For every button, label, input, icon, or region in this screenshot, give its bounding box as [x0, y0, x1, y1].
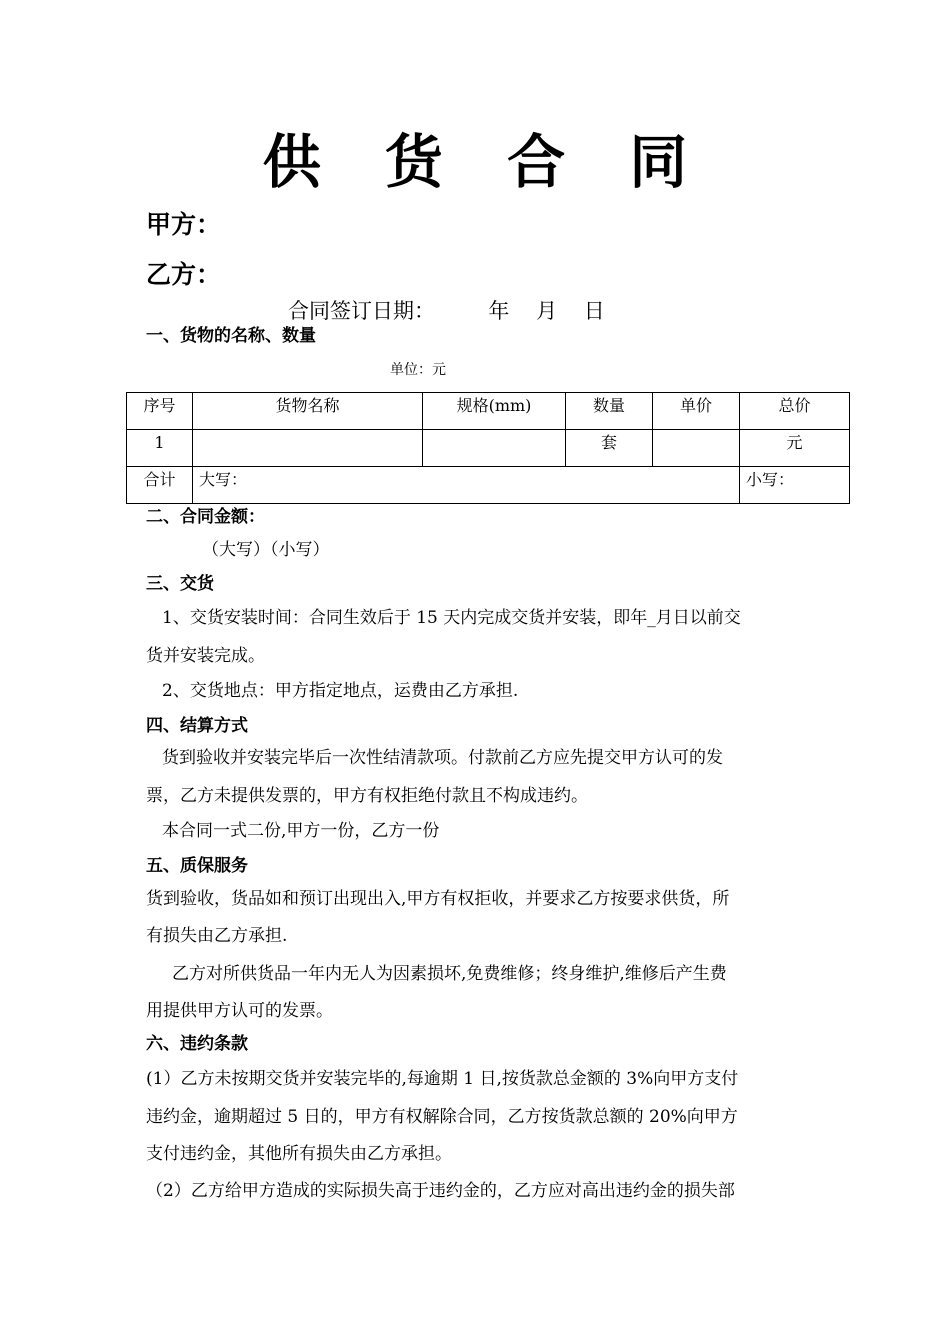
section6-p2-line1: （2）乙方给甲方造成的实际损失高于违约金的，乙方应对高出违约金的损失部: [146, 1181, 735, 1201]
goods-table: [126, 392, 850, 504]
party-b-label: 乙方：: [146, 260, 222, 289]
unit-note: 单位：元: [390, 362, 446, 378]
section4-p1-line1: 货到验收并安装完毕后一次性结清款项。付款前乙方应先提交甲方认可的发: [162, 748, 723, 768]
section3-heading: 三、交货: [146, 574, 214, 594]
table-cell: 套: [566, 430, 653, 467]
table-header-row: [127, 393, 850, 430]
document-title: 供 货 合 同: [262, 128, 710, 196]
header-cell: 单价: [653, 393, 740, 430]
section4-heading: 四、结算方式: [146, 716, 248, 736]
table-cell: 元: [740, 430, 850, 467]
section4-p2: 本合同一式二份,甲方一份，乙方一份: [162, 821, 440, 841]
section2-heading: 二、合同金额：: [146, 507, 265, 527]
section5-heading: 五、质保服务: [146, 856, 248, 876]
section3-p2: 2、交货地点：甲方指定地点，运费由乙方承担.: [162, 681, 519, 701]
total-upper: 大写：: [193, 467, 740, 504]
table-cell: [423, 430, 566, 467]
section5-p2-line2: 用提供甲方认可的发票。: [146, 1001, 333, 1021]
section3-p1-line1: 1、交货安装时间：合同生效后于 15 天内完成交货并安装，即年_月日以前交: [162, 608, 741, 628]
total-lower: 小写：: [740, 467, 850, 504]
total-label: 合计: [127, 467, 193, 504]
section6-p1-line2: 违约金，逾期超过 5 日的，甲方有权解除合同，乙方按货款总额的 20%向甲方: [146, 1107, 738, 1127]
section1-heading: 一、货物的名称、数量: [146, 326, 316, 346]
header-cell: 总价: [740, 393, 850, 430]
section4-p1-line2: 票，乙方未提供发票的，甲方有权拒绝付款且不构成违约。: [146, 786, 588, 806]
header-cell: 货物名称: [193, 393, 423, 430]
header-cell: 规格(mm): [423, 393, 566, 430]
table-cell: [653, 430, 740, 467]
table-total-row: [127, 467, 850, 504]
section6-p1-line1: (1）乙方未按期交货并安装完毕的,每逾期 1 日,按货款总金额的 3%向甲方支付: [146, 1069, 739, 1089]
section5-p1-line1: 货到验收，货品如和预订出现出入,甲方有权拒收，并要求乙方按要求供货，所: [146, 889, 730, 909]
table-cell: 1: [127, 430, 193, 467]
section6-p1-line3: 支付违约金，其他所有损失由乙方承担。: [146, 1144, 452, 1164]
party-a-label: 甲方：: [146, 210, 222, 239]
sign-date: 合同签订日期： 年 月 日: [288, 299, 605, 323]
section5-p2-line1: 乙方对所供货品一年内无人为因素损坏,免费维修；终身维护,维修后产生费: [172, 964, 727, 984]
section3-p1-line2: 货并安装完成。: [146, 646, 265, 666]
header-cell: 数量: [566, 393, 653, 430]
header-cell: 序号: [127, 393, 193, 430]
section2-text: （大写）（小写）: [202, 540, 330, 560]
table-cell: [193, 430, 423, 467]
section6-heading: 六、违约条款: [146, 1034, 248, 1054]
table-row: [127, 430, 850, 467]
section5-p1-line2: 有损失由乙方承担.: [146, 926, 288, 946]
